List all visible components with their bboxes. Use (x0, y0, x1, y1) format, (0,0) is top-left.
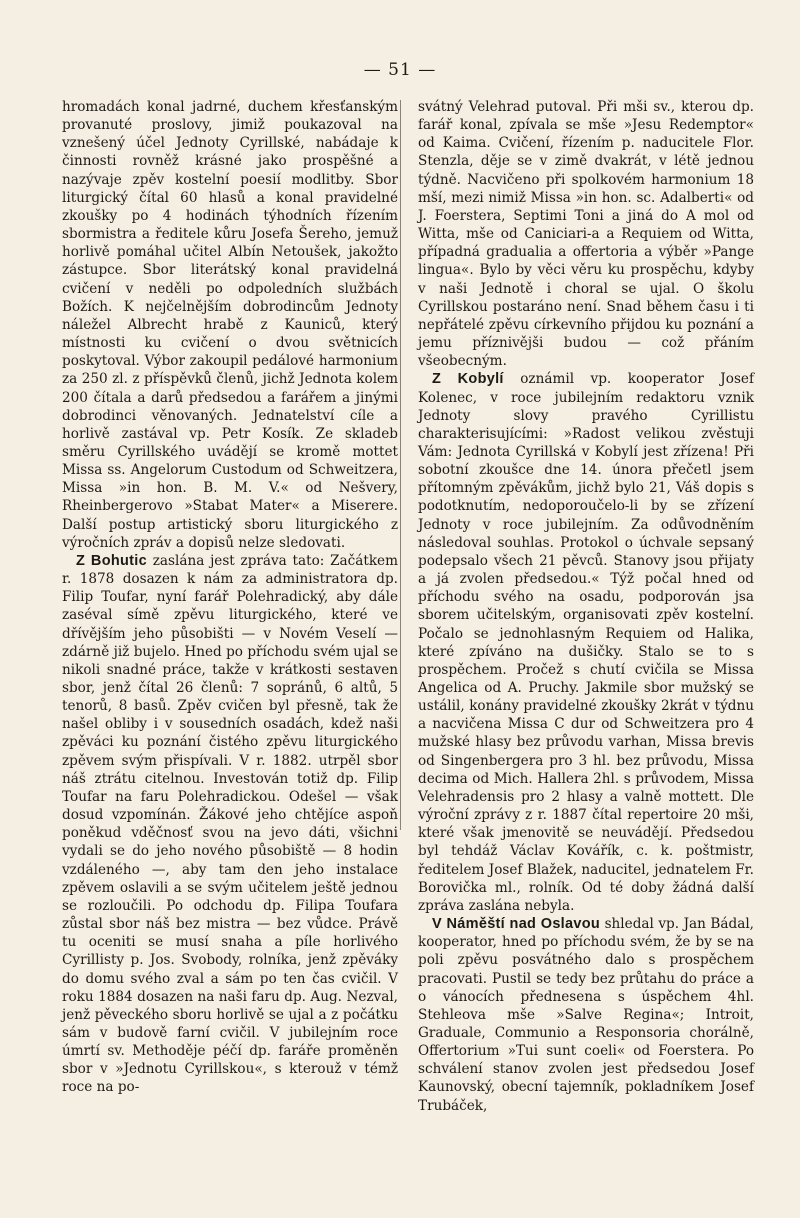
paragraph-namesti (418, 915, 754, 1115)
place-heading: V Náměští nad Oslavou (432, 916, 601, 933)
right-column (418, 98, 754, 1198)
paragraph-bohutice (62, 552, 398, 1097)
paragraph-continuation (62, 98, 398, 552)
place-heading: Z Kobylí (432, 371, 504, 388)
paragraph-text: zaslána jest zpráva tato: Začátkem r. 1878 dosazen k nám za administratora dp. Filip Toufar, nyní farář Polehradický, aby dále zaséval símě zpěvu liturgického, které ve dřívějším jeho působišti — v Novém Veselí — zdárně již bujelo. Hned po příchodu svém ujal se nikoli snadné práce, takže v krátkosti sestaven sbor, jenž čítal 26 členů: 7 sopránů, 6 altů, 5 tenorů, 8 basů. Zpěv cvičen byl přesně, tak že našel obliby i v sousedních osadách, kdež naši zpěváci ku poznání čistého zpěvu liturgického zpěvem svým přispívali. V r. 1882. utrpěl sbor náš ztrátu citelnou. Investován totiž dp. Filip Toufar na faru Polehradickou. Odešel — však dosud vzpomínán. Žákové jeho chtějíce aspoň poněkud vděčnosť svou na jevo dáti, všichni vydali se do jeho nového působiště — 8 hodin vzdáleného —, aby tam den jeho instalace zpěvem oslavili a se svým učitelem ještě jednou se rozloučili. Po odchodu dp. Filipa Toufara zůstal sbor náš bez mistra — bez vůdce. Právě tu oceniti se musí snaha a píle horlivého Cyrillisty p. Jos. Svobody, rolníka, jenž zpěváky do domu svého zval a sám po ten čas cvičil. V roku 1884 dosazen na naši faru dp. Aug. Nezval, jenž pěveckého sboru horlivě se ujal a z počátku sám v budově farní cvičil. V jubilejním roce úmrtí sv. Methoděje péčí dp. faráře proměněn sbor v »Jednotu Cyrillskou«, s kterouž v témž roce na po- (62, 552, 398, 1096)
paragraph-text: svátný Velehrad putoval. Při mši sv., kterou dp. farář konal, zpívala se mše »Jesu Redemptor« od Kaima. Cvičení, řízením p. naducitele Flor. Stenzla, děje se v zimě dvakrát, v létě jednou týdně. Nacvičeno při spolkovém harmonium 18 mší, mezi nimiž Missa »in hon. sc. Adalberti« od J. Foerstera, Septimi Toni a jiná do A mol od Witta, mše od Caniciari-a a Requiem od Witta, případná gradualia a offertoria a výběr »Pange lingua«. Bylo by věci věru ku prospěchu, kdyby v naši Jednotě i choral se ujal. O školu Cyrillskou postaráno není. Snad během času i ti nepřátelé zpěvu církevního přijdou ku poznání a jemu příznivějši budou — což přáním všeobecným. (418, 99, 754, 370)
place-heading: Z Bohutic (76, 552, 147, 569)
text-columns (62, 98, 754, 1198)
paragraph-text: hromadách konal jadrné, duchem křesťanským provanuté proslovy, jimiž poukazoval na vznešený účel Jednoty Cyrillské, nabádaje k činnosti rovněž krásné jako prospěšné a nazývaje zpěv kostelní poesií modlitby. Sbor liturgický čítal 60 hlasů a konal pravidelné zkoušky po 4 hodinách týhodních řízením sbormistra a ředitele kůru Josefa Šereho, jemuž horlivě pomáhal učitel Albín Netoušek, jakožto zástupce. Sbor literátský konal pravidelná cvičení v neděli po odpoledních službách Božích. K nejčelnějším dobrodincům Jednoty náležel Albrecht hrabě z Kauniců, který místnosti ku cvičení o dvou světnicích poskytoval. Výbor zakoupil pedálové harmonium za 250 zl. z příspěvků členů, jichž Jednota kolem 200 čítala a darů předsedou a farářem a jinými dobrodinci věnovaných. Jednatelství cíle a horlivě zastával vp. Petr Kosík. Ze skladeb směru Cyrillského uvádějí se kromě mottet Missa ss. Angelorum Custodum od Schweitzera, Missa »in hon. B. M. V.« od Nešvery, Rheinbergerovo »Stabat Mater« a Miserere. Další postup artistický sboru liturgického z výročních zpráv a dopisů nelze sledovati. (62, 99, 398, 551)
left-column (62, 98, 398, 1198)
paragraph-continuation (418, 98, 754, 370)
page-number: — 51 — (363, 60, 437, 80)
paragraph-text: oznámil vp. kooperator Josef Kolenec, v roce jubilejním redaktoru vznik Jednoty slovy pravého Cyrillistu charakterisujícími: »Radost velikou zvěstuji Vám: Jednota Cyrillská v Kobylí jest zřízena! Při sobotní zkoušce dne 14. února přečetl jsem přítomným zpěvákům, jichž bylo 21, Váš dopis s podotknutím, nedoporoučelo-li by se zřízení Jednoty v roce jubilejním. Za odůvodněním následoval souhlas. Protokol o úchvale sepsaný podepsalo všech 21 pěvců. Stanovy jsou přijaty a já zvolen předsedou.« Týž počal hned od příchodu svého na osadu, podporován jsa sborem učitelským, organisovati zpěv kostelní. Počalo se jednohlasným Requiem od Halika, které zpíváno na dušičky. Stalo se to s prospěchem. Pročež s chutí cvičila se Missa Angelica od A. Pruchy. Jakmile sbor mužský se ustálil, konány pravidelné zkoušky 2krát v týdnu a nacvičena Missa C dur od Schweitzera pro 4 mužské hlasy bez průvodu varhan, Missa brevis od Singenbergera pro 3 hl. bez průvodu, Missa decima od Mich. Hallera 2hl. s průvodem, Missa Velehradensis pro 2 hlasy a valně mottett. Dle výroční zprávy z r. 1887 čítal repertoire 20 mši, které však jmenovitě se neuvádějí. Předsedou byl tehdáž Václav Kovářík, c. k. poštmistr, ředitelem Josef Blažek, naducitel, jednatelem Fr. Borovička ml., rolník. Od té doby žádná další zpráva zaslána nebyla. (418, 371, 754, 914)
paragraph-kobyli (418, 370, 754, 915)
paragraph-text: shledal vp. Jan Bádal, kooperator, hned po příchodu svém, že by se na poli zpěvu posvátného dalo s prospěchem pracovati. Pustil se tedy bez průtahu do práce a o vánocích přednesena s úspěchem 4hl. Stehleova mše »Salve Regina«; Introit, Graduale, Communio a Responsoria chorálně, Offertorium »Tui sunt coeli« od Foerstera. Po schválení stanov zvolen jest předsedou Josef Kaunovský, obecní tajemník, pokladníkem Josef Trubáček, (418, 916, 754, 1114)
